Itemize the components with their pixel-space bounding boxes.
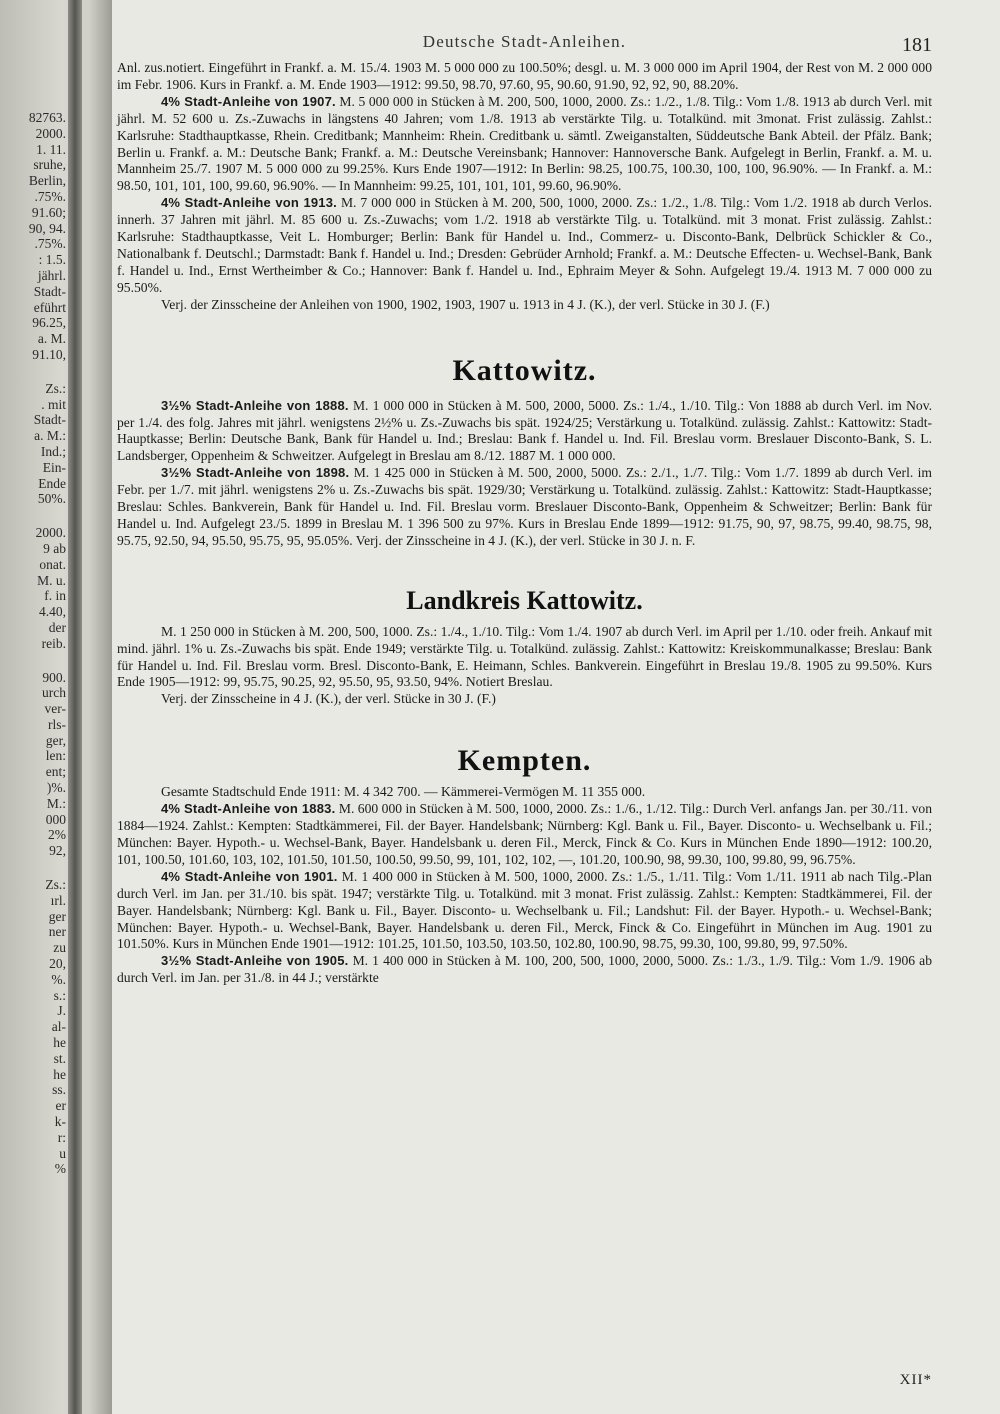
margin-fragment: sruhe,: [33, 157, 66, 173]
section-heading: Kempten.: [457, 744, 592, 778]
margin-fragment: [0, 363, 66, 381]
entry-paragraph: [117, 624, 932, 692]
page: [117, 28, 932, 987]
margin-fragment: urch: [42, 685, 66, 701]
margin-fragment: .75%.: [34, 188, 66, 204]
margin-fragment: Berlin,: [28, 173, 66, 189]
margin-fragment: )%.: [46, 780, 66, 796]
margin-fragment: Zs.:: [45, 380, 66, 396]
section-heading: Kattowitz.: [452, 353, 597, 387]
margin-fragment: . mit: [41, 396, 66, 412]
margin-fragment: : 1.5.: [38, 252, 66, 268]
margin-fragment: 92,: [49, 843, 66, 859]
entry-paragraph: [117, 869, 932, 954]
section-heading: Landkreis Kattowitz.: [406, 585, 643, 615]
margin-fragment: er: [55, 1098, 66, 1114]
margin-fragment: Ein-: [42, 459, 66, 475]
margin-fragment: rls-: [48, 716, 66, 732]
section-karlsruhe-continued: [117, 94, 932, 314]
entry-title: 4% Stadt-Anleihe von 1913.: [161, 195, 337, 211]
margin-fragment: he: [53, 1066, 66, 1082]
section-landkreis-kattowitz: [117, 586, 932, 709]
margin-fragment: 900.: [42, 669, 66, 685]
entry-body: M. 1 425 000 in Stücken à M. 500, 2000, 5000. Zs.: 2./1., 1./7. Tilg.: Vom 1./7. 1899 ab durch Verl. im Febr. per 1./7. mit jährl. wenigstens 2% u. Zs.-Zuwachs bis spät. 1929/30; Verstärkung u. Totalkünd. zulässig. Zahlst.: Kattowitz: Stadt-Hauptkasse; Breslau: Schles. Bankverein, Bank für Handel u. Ind. Fil. Breslau vorm. Breslauer Disconto-Bank, Oppenheim & Schweitzer; Berlin: Bank für Handel u. Ind. Aufgelegt 23./5. 1899 in Breslau M. 1 396 500 zu 97%. Kurs in Breslau Ende 1899—1912: 91.75, 90, 97, 98.75, 99.40, 98.75, 98, 95.75, 92.50, 94, 95.50, 95.75, 95, 95.05%. Verj. der Zinsscheine in 4 J. (K.), der verl. Stücke in 30 J. n. F.: [117, 465, 932, 548]
margin-fragment: he: [53, 1035, 66, 1051]
entry-body: M. 1 000 000 in Stücken à M. 500, 2000, 5000. Zs.: 1./4., 1./10. Tilg.: Von 1888 ab durch Verl. im Nov. per 1./4. des folg. Jahres mit jährl. wenigstens 2½% u. Zs.-Zuwachs bis spät. 1924/25; Verstärkung u. Totalkünd. zulässig. Zahlst.: Kattowitz: Stadt-Hauptkasse; Berlin: Deutsche Bank, Bank für Handel u. Ind.; Breslau: Bank f. Handel u. Ind. Fil. Breslau vorm. Breslauer Disconto-Bank, S. L. Landsberger, Oppenheim & Schweitzer. Aufgelegt in Breslau am 8./12. 1887 M. 1 000 000.: [117, 397, 933, 464]
entry-body: M. 1 400 000 in Stücken à M. 100, 200, 500, 1000, 2000, 5000. Zs.: 1./3., 1./9. Tilg.: Vom 1./9. 1906 ab durch Verl. im Jan. per 31./8. in 44 J.; verstärkte: [117, 953, 932, 986]
margin-fragment: 50%.: [37, 491, 66, 507]
margin-fragment: reib.: [41, 635, 66, 651]
entry-paragraph: [117, 953, 932, 987]
margin-fragment: %: [54, 1161, 66, 1177]
margin-fragment: 2000.: [35, 125, 66, 141]
margin-fragment: al-: [51, 1019, 66, 1035]
margin-fragment: 91.60;: [31, 204, 66, 220]
margin-fragment: ger: [48, 908, 66, 924]
previous-page-margin: [0, 110, 66, 1177]
entry-body: M. 1 400 000 in Stücken à M. 500, 1000, 2000. Zs.: 1./5., 1./11. Tilg.: Vom 1./11. 1911 ab nach Tilg.-Plan durch Verl. im Jan. per 31./10. bis spät. 1947; verstärkte Tilg. u. Totalkünd. mit 3 monat. Frist zulässig. Zahlst.: Kempten: Stadtkämmerei, Fil. der Bayer. Handelsbank; Nürnberg: Kgl. Bank u. Fil., Bayer. Disconto- u. Wechselbank u. Fil.; Landshut: Fil. der Bayer. Hypoth.- u. Wechsel-Bank; München: Bayer. Hypoth.- u. Wechsel-Bank, Bayer. Handelsbank u. deren Fil., Merck, Finck & Co. Eingeführt in München im Aug. 1901 zu 101.50%. Kurs in München Ende 1901—1912: 101.25, 101.50, 103.50, 103.50, 102.80, 100.90, 98.75, 99.30, 100, 99.80, 99, 97.50%.: [117, 868, 932, 952]
margin-fragment: der: [48, 619, 66, 635]
margin-fragment: ss.: [52, 1082, 66, 1098]
margin-fragment: [0, 507, 66, 525]
entry-title: 4% Stadt-Anleihe von 1907.: [161, 93, 336, 109]
intro-paragraph: Anl. zus.notiert. Eingeführt in Frankf. a. M. 15./4. 1903 M. 5 000 000 zu 100.50%; desgl. u. M. 3 000 000 im April 1904, der Rest von M. 2 000 000 im Febr. 1906. Kurs in Frankf. a. M. Ende 1903—1912: 99.50, 98.70, 97.60, 95, 90.60, 91.90, 92, 92, 90, 88.20%.: [117, 60, 932, 92]
section-note: Verj. der Zinsscheine in 4 J. (K.), der verl. Stücke in 30 J. (F.): [161, 691, 496, 707]
entry-body: M. 1 250 000 in Stücken à M. 200, 500, 1000. Zs.: 1./4., 1./10. Tilg.: Vom 1./4. 1907 ab durch Verl. im April per 1./10. oder freih. Ankauf mit mind. jährl. 1% u. Zs.-Zuwachs bis spät. Ende 1949; verstärkte Tilg. u. Totalkünd. zulässig. Zahlst.: Kattowitz: Kreiskommunalkasse; Breslau: Bank für Handel u. Ind. Fil. Breslau vorm. Bresl. Disconto-Bank, E. Heimann, Schles. Bankverein. Eingeführt in Breslau 19./8. 1905 zu 99.50%. Kurs Ende 1905—1912: 99, 95.75, 90.25, 92, 95.50, 95, 93.50, 94%. Notiert Breslau.: [117, 623, 932, 690]
margin-fragment: st.: [53, 1050, 66, 1066]
entry-title: 3½% Stadt-Anleihe von 1888.: [161, 397, 349, 413]
margin-fragment: Stadt-: [33, 283, 66, 299]
margin-fragment: a. M.:: [34, 428, 66, 444]
entry-title: 3½% Stadt-Anleihe von 1898.: [161, 465, 350, 481]
page-number: 181: [902, 34, 932, 56]
margin-fragment: 1. 11.: [36, 141, 66, 157]
margin-fragment: onat.: [39, 556, 66, 572]
margin-fragment: 96.25,: [32, 315, 66, 331]
margin-fragment: M. u.: [37, 572, 66, 588]
entry-body: M. 600 000 in Stücken à M. 500, 1000, 2000. Zs.: 1./6., 1./12. Tilg.: Durch Verl. anfangs Jan. per 30./11. von 1884—1924. Zahlst.: Kempten: Stadtkämmerei, Fil. der Bayer. Handelsbank; Nürnberg: Kgl. Bank u. Fil., Bayer. Disconto- u. Wechselbank u. Fil.; München: Bayer. Hypoth.- u. Wechsel-Bank, Bayer. Handelsbank u. deren Fil., Merck, Finck & Co. Kurs in München Ende 1890—1912: 100.20, 101, 100.50, 101.60, 103, 102, 101.50, 101.50, 100.50, 99.50, 99, 101, 102, 102, —, 101.20, 100.90, 98, 99.30, 100, 99.80, 99, 96.75%.: [117, 801, 932, 867]
section-note: Verj. der Zinsscheine der Anleihen von 1900, 1902, 1903, 1907 u. 1913 in 4 J. (K.), der verl. Stücke in 30 J. (F.): [161, 296, 770, 312]
margin-fragment: ver-: [44, 701, 66, 717]
margin-fragment: 90, 94.: [28, 220, 66, 236]
margin-fragment: s.:: [53, 987, 66, 1003]
entry-body: M. 5 000 000 in Stücken à M. 200, 500, 1000, 2000. Zs.: 1./2., 1./8. Tilg.: Vom 1./8. 1913 ab durch Verl. mit jährl. M. 52 600 u. Zs.-Zuwachs in längstens 40 Jahren; vom 1./8. 1913 ab verstärkte Tilg. u. Totalkünd. mit 3monat. Frist zulässig. Zahlst.: Karlsruhe: Stadthauptkasse, Rhein. Creditbank; Mannheim: Rhein. Creditbank u. sämtl. Zweiganstalten, Süddeutsche Bank Abteil. der Pfälz. Bank; Berlin u. Frankf. a. M.: Deutsche Bank; Frankf. a. M.: Deutsche Vereinsbank; Hannover: Hannoversche Bank. Aufgelegt in Berlin, Frankf. a. M. u. Mannheim 25./7. 1907 M. 5 000 000 zu 99.25%. Kurs Ende 1907—1912: In Berlin: 98.25, 100.75, 100.30, 100, 100, 96.90%. — In Frankf. a. M.: 98.50, 101, 101, 100, 99.60, 96.90%. — In Mannheim: 99.25, 101, 101, 101, 99.60, 96.90%.: [117, 93, 932, 194]
margin-fragment: zu: [53, 940, 66, 956]
entry-title: 4% Stadt-Anleihe von 1883.: [161, 801, 336, 817]
entry-paragraph: [117, 398, 932, 466]
margin-fragment: 91.10,: [32, 346, 66, 362]
margin-fragment: J.: [57, 1003, 66, 1019]
section-intro: Gesamte Stadtschuld Ende 1911: M. 4 342 700. — Kämmerei-Vermögen M. 11 355 000.: [161, 784, 646, 800]
entry-paragraph: [117, 465, 932, 550]
margin-fragment: Zs.:: [45, 877, 66, 893]
margin-fragment: ner: [48, 924, 66, 940]
running-head: [117, 28, 932, 60]
binding-fold: [68, 0, 82, 1414]
entry-title: 3½% Stadt-Anleihe von 1905.: [161, 953, 349, 969]
margin-fragment: 4.40,: [39, 604, 66, 620]
entry-body: M. 7 000 000 in Stücken à M. 200, 500, 1000, 2000. Zs.: 1./2., 1./8. Tilg.: Vom 1./2. 1918 ab durch Verlos. innerh. 37 Jahren mit jährl. M. 85 600 u. Zs.-Zuwachs; vom 1./2. 1918 ab verstärkte Tilg. u. Totalkünd. mit 3 monat. Frist zulässig. Zahlst.: Karlsruhe: Stadthauptkasse, Veit L. Homburger; Berlin: Bank für Handel u. Ind., Commerz- u. Disconto-Bank, Delbrück Schickler & Co., Nationalbank f. Deutschl.; Darmstadt: Bank f. Handel u. Ind.; Dresden: Gebrüder Arnhold; Frankf. a. M.: Deutsche Effecten- u. Wechsel-Bank, Bank f. Handel u. Ind., Ernst Wertheimber & Co.; Hannover: Bank f. Handel u. Ind., Ephraim Meyer & Sohn. Aufgelegt 19./4. 1913 M. 7 000 000 zu 95.50%.: [117, 195, 932, 295]
margin-fragment: jährl.: [37, 267, 66, 283]
margin-fragment: k-: [54, 1114, 66, 1130]
margin-fragment: f. in: [44, 588, 66, 604]
margin-fragment: ent;: [45, 764, 66, 780]
section-kattowitz: [117, 354, 932, 550]
margin-fragment: u: [59, 1145, 66, 1161]
entry-title: 4% Stadt-Anleihe von 1901.: [161, 868, 338, 884]
section-kempten: [117, 744, 932, 987]
margin-fragment: [0, 652, 66, 670]
margin-fragment: M.:: [46, 795, 66, 811]
margin-fragment: Ind.;: [40, 443, 66, 459]
margin-fragment: %.: [51, 971, 66, 987]
margin-fragment: 2%: [48, 827, 66, 843]
margin-fragment: 20,: [49, 956, 66, 972]
margin-fragment: len:: [45, 748, 66, 764]
entry-paragraph: [117, 195, 932, 296]
margin-fragment: Ende: [38, 475, 66, 491]
margin-fragment: 000: [45, 811, 66, 827]
margin-fragment: [0, 859, 66, 877]
running-title: Deutsche Stadt-Anleihen.: [422, 32, 627, 51]
margin-fragment: Stadt-: [33, 412, 66, 428]
margin-fragment: 82763.: [28, 110, 66, 125]
margin-fragment: .75%.: [34, 236, 66, 252]
margin-fragment: r:: [57, 1129, 66, 1145]
margin-fragment: ırl.: [50, 892, 66, 908]
entry-paragraph: [117, 801, 932, 869]
signature-mark: XII*: [899, 1372, 932, 1388]
margin-fragment: ger,: [45, 732, 66, 748]
margin-fragment: 9 ab: [43, 540, 66, 556]
entry-paragraph: [117, 94, 932, 195]
margin-fragment: a. M.: [37, 331, 66, 347]
margin-fragment: eführt: [33, 299, 66, 315]
margin-fragment: 2000.: [35, 525, 66, 541]
